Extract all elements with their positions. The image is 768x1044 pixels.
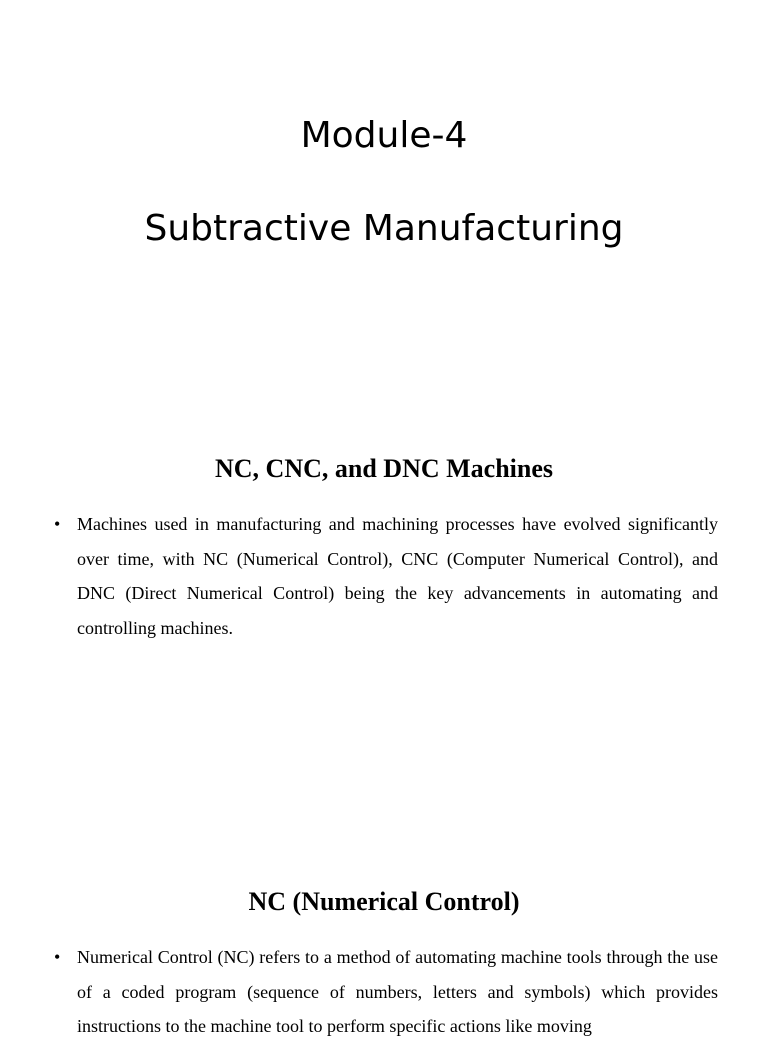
module-title: Module-4 <box>300 115 468 156</box>
bullet-marker: • <box>54 514 61 534</box>
section-heading-nc-cnc-dnc: NC, CNC, and DNC Machines <box>214 454 553 483</box>
slide-subtitle: Subtractive Manufacturing <box>144 208 624 249</box>
bullet-item <box>54 507 718 645</box>
section-heading-nc: NC (Numerical Control) <box>248 887 520 916</box>
bullet-text: Numerical Control (NC) refers to a method of automating machine tools through the use of a coded program (sequence of numbers, letters and symbols) which provides instructions to the machine tool to perform specific actions like moving <box>77 947 718 1036</box>
bullet-marker: • <box>54 947 61 967</box>
bullet-text: Machines used in manufacturing and machining processes have evolved significantly over time, with NC (Numerical Control), CNC (Computer Numerical Control), and DNC (Direct Numerical Control) being the key advancements in automating and controlling machines. <box>77 514 718 638</box>
bullet-item <box>54 940 718 1044</box>
